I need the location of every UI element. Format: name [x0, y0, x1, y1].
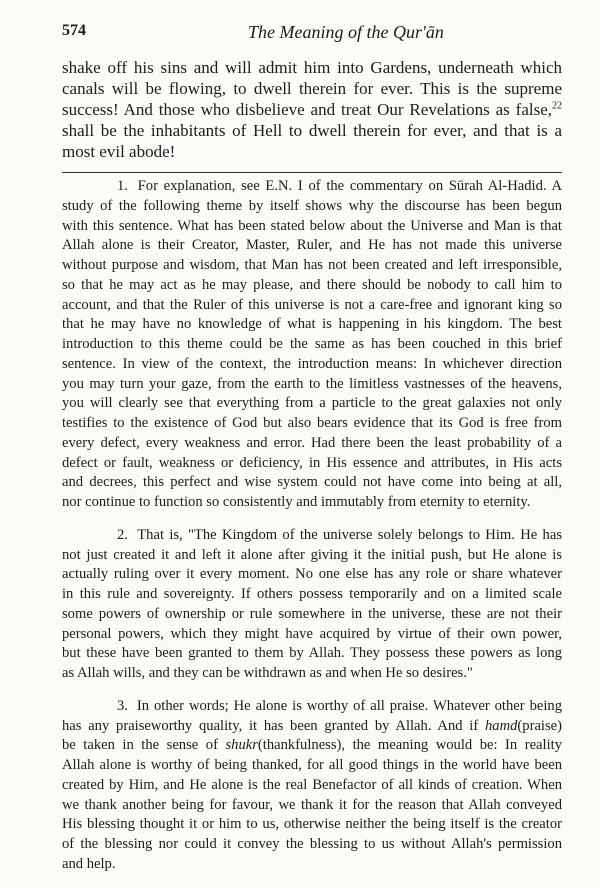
- footnote-reference: 22: [552, 100, 562, 112]
- note-line: 2. That is, "The Kingdom of the universe solely belongs to Him. He has: [117, 526, 562, 543]
- main-text: [62, 57, 562, 162]
- page-number: 574: [62, 22, 86, 39]
- note-line: you will clearly see that everything from a particle to the great galaxies not only: [62, 395, 562, 412]
- note-line: actually ruling over it every moment. No one else has any role or share whatever: [62, 566, 562, 583]
- note-line: account, and that the Ruler of this universe is not a care-free and ignorant king so: [62, 296, 562, 313]
- main-text-line: shall be the inhabitants of Hell to dwell therein for ever, and that is a: [62, 121, 562, 140]
- note-line: has any praiseworthy quality, it has been granted by Allah. And if hamd(praise): [62, 717, 562, 734]
- note-line: and help.: [62, 855, 116, 872]
- page-header: [62, 22, 562, 46]
- main-text-line: canals will be flowing, to dwell therein for ever. This is the supreme: [62, 79, 562, 98]
- italic-term: hamd: [484, 717, 518, 734]
- note-line: in this rule and sovereignty. If others possess temporarily and on a limited scale: [62, 586, 562, 602]
- note-line: personal powers, which they might have acquired by virtue of their own power,: [62, 625, 562, 642]
- note-number: 2.: [117, 526, 134, 543]
- note-line: that he may have no knowledge of what is happening in his kingdom. The best: [62, 316, 562, 333]
- note-line: be taken in the sense of shukr(thankfulness), the meaning would be: In reality: [62, 737, 562, 754]
- note-line: 1. For explanation, see E.N. I of the commentary on Sūrah Al-Hadid. A: [117, 178, 562, 194]
- note-number: 3.: [117, 697, 133, 714]
- note-line: not just created it and left it alone after giving it the initial push, but He alone is: [62, 546, 562, 563]
- note-line: every defect, every weakness and error. Had there been the least probability of a: [62, 434, 562, 451]
- note-line: without purpose and wisdom, that Man has not been created and left irresponsible,: [62, 257, 562, 273]
- note-line: some powers of ownership or rule somewhere in the universe, these are not their: [62, 605, 562, 622]
- note-line: of the blessing nor could it convey the blessing to us without Allah's permission: [62, 836, 562, 852]
- note-line: defect or fault, weakness or deficiency, in His essence and attributes, in His acts: [62, 454, 562, 471]
- explanatory-note: [62, 526, 562, 684]
- note-line: Allah alone is their Creator, Master, Ruler, and He has not made this universe: [62, 237, 562, 254]
- note-line: you may turn your gaze, from the earth to the limitless vastnesses of the heavens,: [62, 375, 562, 392]
- explanatory-note: [62, 177, 562, 513]
- note-line: with this sentence. What has been stated below about the Universe and Man is that: [62, 217, 562, 234]
- running-title: The Meaning of the Qur'ān: [248, 22, 444, 42]
- note-line: sentence. In view of the context, the introduction means: In whichever direction: [62, 355, 562, 372]
- italic-term: shukr: [225, 737, 258, 754]
- footnote-divider: [62, 172, 562, 173]
- note-line: as Allah wills, and they can be withdrawn as and when He so desires.": [62, 665, 473, 681]
- explanatory-note: [62, 697, 562, 875]
- note-number: 1.: [117, 178, 134, 194]
- note-line: nor continue to function so consistently and immutably from eternity to eternity.: [62, 494, 531, 510]
- note-line: but these have been granted to them by Allah. They possess these powers as long: [62, 645, 562, 662]
- main-text-line: most evil abode!: [62, 142, 176, 161]
- note-line: His blessing thought it or him to us, otherwise neither the being itself is the creator: [62, 816, 562, 833]
- main-text-line-content: success! And those who disbelieve and treat Our Revelations as false,: [62, 100, 552, 119]
- explanatory-notes: [62, 177, 562, 888]
- main-text-line: shake off his sins and will admit him into Gardens, underneath which: [62, 58, 562, 77]
- note-line: introduction to this theme could be the same as has been couched in this brief: [62, 336, 562, 352]
- note-line: so that he may act as he may please, and there should be nobody to call him to: [62, 276, 562, 293]
- note-line: testifies to the existence of God but also bears evidence that its God is free from: [62, 415, 562, 431]
- note-line: we thank another being for favour, we thank it for the reason that Allah conveyed: [62, 796, 562, 813]
- note-line: Allah alone is worthy of being thanked, for all good things in the world have been: [62, 757, 562, 773]
- note-line: and decrees, this perfect and wise system could not have come into being at all,: [62, 474, 562, 491]
- note-line: study of the following theme by itself shows why the discourse has been begun: [62, 197, 562, 214]
- note-line: 3. In other words; He alone is worthy of all praise. Whatever other being: [117, 697, 562, 714]
- main-text-line: [62, 99, 562, 120]
- note-line: created by Him, and He alone is the real Benefactor of all kinds of creation. When: [62, 776, 562, 793]
